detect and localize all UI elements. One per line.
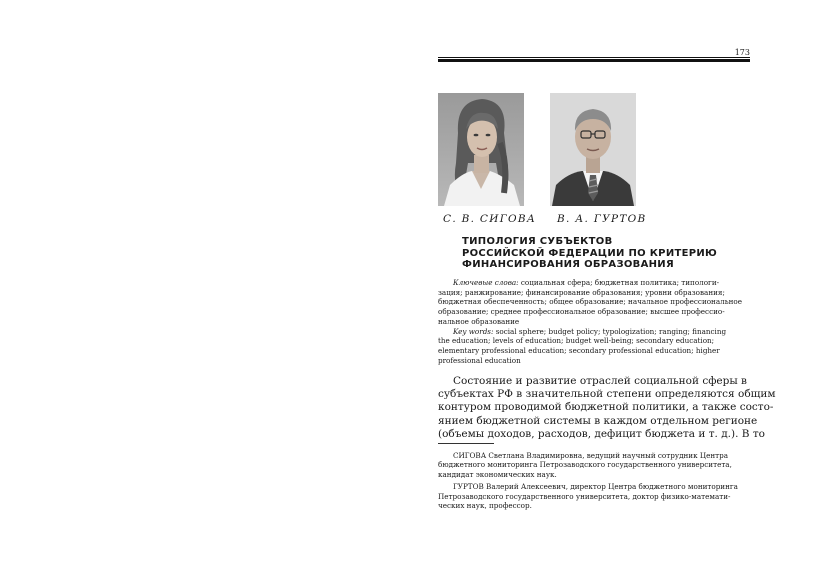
- keywords-block: [438, 278, 750, 365]
- keywords-ru-first-line: [438, 278, 750, 288]
- footnotes: [438, 451, 750, 510]
- header-rule-thin: [438, 57, 750, 58]
- keywords-ru-line: бюджетная обеспеченность; общее образование; начальное профессиональное: [438, 297, 742, 307]
- footnote-line: ГУРТОВ Валерий Алексеевич, директор Центра бюджетного мониторинга: [453, 482, 738, 492]
- title-line: ТИПОЛОГИЯ СУБЪЕКТОВ: [462, 236, 613, 247]
- keywords-ru-label: Ключевые слова:: [453, 278, 519, 287]
- footnote-separator: [438, 443, 494, 444]
- portrait-woman-image: [438, 93, 524, 206]
- footnote-sigova: [438, 451, 750, 479]
- body-line: янием бюджетной системы в каждом отдельном регионе: [438, 414, 758, 427]
- author-name-1: С. В. СИГОВА: [443, 213, 537, 225]
- keywords-ru-text: социальная сфера; бюджетная политика; типологи-: [520, 278, 720, 287]
- page-number: 173: [734, 48, 750, 57]
- keywords-ru-line: нальное образование: [438, 316, 520, 326]
- footnote-line: кандидат экономических наук.: [438, 469, 557, 479]
- header-rule-thick: [438, 59, 750, 62]
- body-line: Состояние и развитие отраслей социальной сферы в: [453, 375, 747, 387]
- keywords-en-line: the education; levels of education; budget well-being; secondary education;: [438, 336, 715, 346]
- portrait-man-image: [550, 93, 636, 206]
- body-line: субъектах РФ в значительной степени определяются общим: [438, 388, 776, 401]
- title-line: ФИНАНСИРОВАНИЯ ОБРАЗОВАНИЯ: [462, 259, 674, 270]
- keywords-en-text: social sphere; budget policy; typologization; ranging; financing: [495, 326, 727, 336]
- footnote-line: СИГОВА Светлана Владимировна, ведущий научный сотрудник Центра: [453, 451, 729, 460]
- keywords-en-first-line: [438, 327, 750, 337]
- body-line: контуром проводимой бюджетной политики, а также состо-: [438, 401, 774, 414]
- author-name-2: В. А. ГУРТОВ: [557, 213, 647, 225]
- body-paragraph: [438, 375, 776, 441]
- footnote-gurtov: [438, 482, 750, 510]
- author-photo-sigova: [438, 93, 524, 206]
- keywords-en-line: professional education: [438, 355, 521, 365]
- keywords-ru-line: зация; ранжирование; финансирование образования; уровни образования;: [438, 287, 725, 297]
- footnote-line: ческих наук, профессор.: [438, 501, 532, 511]
- author-photo-gurtov: [550, 93, 636, 206]
- footnote-line: Петрозаводского государственного университета, доктор физико-математи-: [438, 491, 731, 501]
- footnote-line: бюджетного мониторинга Петрозаводского государственного университета,: [438, 460, 732, 470]
- title-line: РОССИЙСКОЙ ФЕДЕРАЦИИ ПО КРИТЕРИЮ: [462, 247, 718, 259]
- body-line: (объемы доходов, расходов, дефицит бюджета и т. д.). В то: [438, 427, 765, 440]
- keywords-en-line: elementary professional education; secondary professional education; higher: [438, 345, 720, 355]
- article-title: [462, 236, 752, 271]
- keywords-en-label: Key words:: [453, 326, 494, 336]
- keywords-ru-line: образование; среднее профессиональное образование; высшее профессио-: [438, 307, 725, 317]
